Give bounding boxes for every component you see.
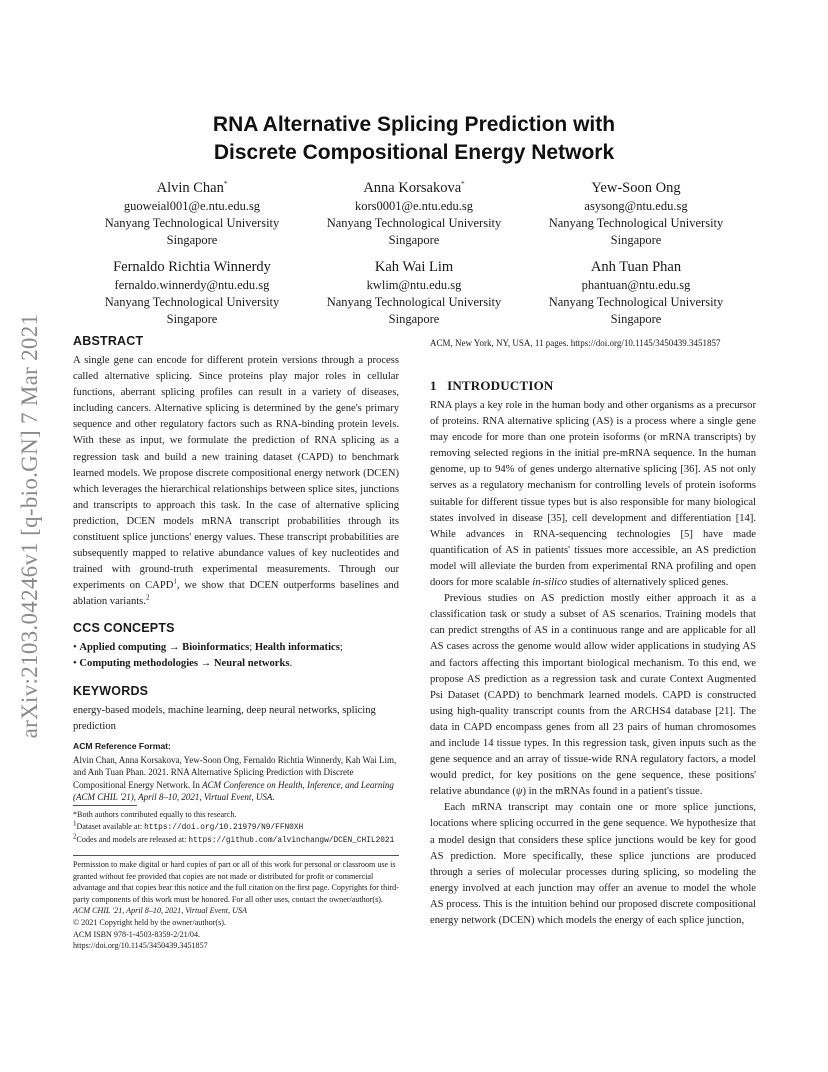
author-affiliation: Nanyang Technological University (326, 216, 502, 230)
author-country: Singapore (166, 312, 218, 326)
author-name: Anna Korsakova (363, 180, 462, 196)
equal-contribution-mark: * (223, 180, 228, 189)
arxiv-identifier: arXiv:2103.04246v1 [q-bio.GN] 7 Mar 2021 (17, 313, 42, 739)
author-name: Fernaldo Richtia Winnerdy (113, 259, 271, 275)
acm-reference-heading: ACM Reference Format: (73, 741, 171, 751)
intro-paragraph-2: Previous studies on AS prediction mostly either approach it as a classification task or study a subset of AS scenarios. Training models that can predict strengths of AS in a continuous range and are applicable for all AS cases across the genome would allow wider applications in studying AS and factors affecting this important biological mechanism. To this end, we propose AS prediction as a regression task and curate Context Augmented Psi Dataset (CAPD) to benchmark learned models. CAPD is constructed using high-quality transcript counts from the ARCHS4 database [21]. The data in CAPD encompass genes from all 23 pairs of human chromosomes and include 14 tissue types. In this regression task, given inputs such as the gene sequence and an array of tissue-wide RNA regulatory factors, a model would predict, for key positions on the gene sequence, these positions' relative abundance (ψ) in the mRNAs found in a patient's tissue. (430, 593, 756, 798)
footnote-ref: 2 (145, 593, 150, 602)
introduction-body (430, 398, 756, 929)
author-email: fernaldo.winnerdy@ntu.edu.sg (114, 278, 270, 292)
author-affiliation: Nanyang Technological University (326, 295, 502, 309)
ccs-term: Health informatics (254, 642, 340, 653)
ccs-term: Bioinformatics (182, 642, 250, 653)
arrow-icon: → (168, 642, 180, 653)
author-country: Singapore (610, 312, 662, 326)
doi-link[interactable]: https://doi.org/10.1145/3450439.3451857 (73, 941, 208, 951)
acm-reference-continued (430, 337, 756, 350)
title-line-1: RNA Alternative Splicing Prediction with (212, 113, 616, 136)
author-email: asysong@ntu.edu.sg (584, 199, 688, 213)
dataset-link[interactable]: https://doi.org/10.21979/N9/FFN0XH (144, 823, 304, 832)
author-block (82, 257, 302, 328)
author-block (526, 257, 746, 328)
ccs-term: Applied computing (79, 642, 167, 653)
author-block (304, 178, 524, 249)
author-email: guoweial001@e.ntu.edu.sg (123, 199, 261, 213)
footnote-equal: *Both authors contributed equally to this research. (73, 810, 237, 819)
conference-venue: ACM CHIL '21, April 8–10, 2021, Virtual Event, USA (73, 906, 247, 916)
isbn: ACM ISBN 978-1-4503-8359-2/21/04. (73, 929, 201, 939)
author-email: phantuan@ntu.edu.sg (581, 278, 691, 292)
bullet: • (73, 658, 77, 670)
section-title: INTRODUCTION (447, 378, 554, 393)
author-name: Yew-Soon Ong (591, 180, 681, 196)
keywords-text: energy-based models, machine learning, deep neural networks, splicing prediction (73, 705, 376, 733)
intro-paragraph-1: RNA plays a key role in the human body and other organisms as a precursor of proteins. RNA alternative splicing (AS) is a process where a single gene may encode for more than one protein isoforms (or mRNA transcripts) by removing selected regions in the initial pre-mRNA sequence. In the human genome, up to 94% of genes undergo alternative splicing [36]. AS not only serves as a regulatory mechanism for controlling levels of protein isoforms suitable for different tissue types but is also responsible for many biological states involved in disease [35], cell development and differentiation [14]. While advances in RNA-sequencing technologies [5] have made quantification of AS in patients' tissues more accessible, an AS prediction model will alleviate the burden from experimental RNA profiling and open doors for more scalable in-silico studies of alternatively spliced genes. (430, 400, 756, 589)
footnotes (73, 809, 399, 848)
permission-block (73, 859, 399, 952)
footnote-ref: 1 (173, 577, 177, 586)
footnote-dataset: $^1$Dataset available at: https://doi.org/10.21979/N9/FFN0XH (73, 818, 304, 832)
author-affiliation: Nanyang Technological University (104, 295, 280, 309)
author-block (526, 178, 746, 249)
author-affiliation: Nanyang Technological University (548, 216, 724, 230)
author-block (304, 257, 524, 328)
introduction-heading (430, 378, 553, 394)
acm-reference-text: Alvin Chan, Anna Korsakova, Yew-Soon Ong, Fernaldo Richtia Winnerdy, Kah Wai Lim, and Anh Tuan Phan. 2021. RNA Alternative Splicing Prediction with Discrete Compositional Energy Network. In (73, 754, 397, 790)
section-number: 1 (430, 378, 437, 393)
author-email: kors0001@e.ntu.edu.sg (354, 199, 474, 213)
footnote-divider (73, 805, 137, 806)
paper-title (100, 111, 728, 167)
author-name: Anh Tuan Phan (590, 259, 682, 275)
ccs-item: • Computing methodologies → Neural networks. (73, 658, 293, 670)
bullet: • (73, 642, 77, 653)
author-country: Singapore (388, 312, 440, 326)
acm-reference-tail: ACM, New York, NY, USA, 11 pages. https://doi.org/10.1145/3450439.3451857 (430, 338, 721, 348)
ccs-item: • Applied computing → Bioinformatics; Health informatics; (73, 642, 343, 653)
code-link[interactable]: https://github.com/alvinchangw/DCEN_CHIL2021 (188, 837, 395, 846)
abstract-body (73, 353, 399, 611)
ccs-heading: CCS CONCEPTS (73, 621, 175, 635)
author-affiliation: Nanyang Technological University (104, 216, 280, 230)
author-name: Kah Wai Lim (374, 259, 454, 275)
author-block (82, 178, 302, 249)
ccs-concepts (73, 640, 399, 672)
author-country: Singapore (166, 233, 218, 247)
abstract-text-cont: , we show that DCEN outperforms baselines and ablation variants. (73, 580, 399, 608)
abstract-heading: ABSTRACT (73, 334, 144, 348)
permission-divider (73, 855, 399, 856)
permission-text: Permission to make digital or hard copies of part or all of this work for personal or classroom use is granted without fee provided that copies are not made or distributed for profit or commercial advantage and that copies bear this notice and the full citation on the first page. Copyrights for third-party components of this work must be honored. For all other uses, contact the owner/author(s). (73, 860, 399, 904)
abstract-text: A single gene can encode for different protein versions through a process called alternative splicing. Since proteins play major roles in cellular functions, aberrant splicing profiles can result in a variety of diseases, including cancers. Alternative splicing is determined by the gene's primary sequence and other regulatory factors such as RNA-binding protein levels. With these as input, we formulate the prediction of RNA splicing as a regression task and build a new training dataset (CAPD) to benchmark learned models. We propose discrete compositional energy network (DCEN) which leverages the hierarchical relationships between splice sites, junctions and transcripts to approach this task. In the case of alternative splicing prediction, DCEN models mRNA transcript probabilities through its constituent splice junctions' energy values. These transcript probabilities are subsequently mapped to relative abundance values of key nucleotides and trained with ground-truth experimental measurements. Through our experiments on CAPD (73, 355, 399, 592)
copyright-notice: © 2021 Copyright held by the owner/author(s). (73, 917, 226, 927)
equal-contribution-mark: * (461, 180, 465, 189)
author-name: Alvin Chan (156, 180, 224, 196)
intro-paragraph-3: Each mRNA transcript may contain one or more splice junctions, locations where splicing occurred in the gene sequence. We hypothesize that a model design that considers these splice junctions would be key for good AS prediction. More specifically, these splice junctions are produced through a series of molecular processes during splicing, so modeling the energy involved at each junction may offer an avenue to model the whole AS process. This is the intuition behind our proposed discrete compositional energy network (DCEN) which models the energy of each splice junction, (430, 802, 756, 926)
author-affiliation: Nanyang Technological University (548, 295, 724, 309)
author-country: Singapore (388, 233, 440, 247)
acm-reference (73, 740, 399, 804)
acm-reference-venue: ACM Conference on Health, Inference, and Learning (ACM CHIL '21), April 8–10, 2021, Virtual Event, USA. (73, 779, 394, 803)
author-country: Singapore (610, 233, 662, 247)
ccs-term: Computing methodologies (79, 658, 198, 670)
ccs-term: Neural networks (213, 658, 290, 670)
footnote-code: $^2$Codes and models are released at: https://github.com/alvinchangw/DCEN_CHIL2021 (73, 832, 395, 846)
arrow-icon: → (200, 658, 212, 670)
author-email: kwlim@ntu.edu.sg (366, 278, 462, 292)
keywords-heading: KEYWORDS (73, 684, 149, 698)
title-line-2: Discrete Compositional Energy Network (213, 141, 615, 164)
